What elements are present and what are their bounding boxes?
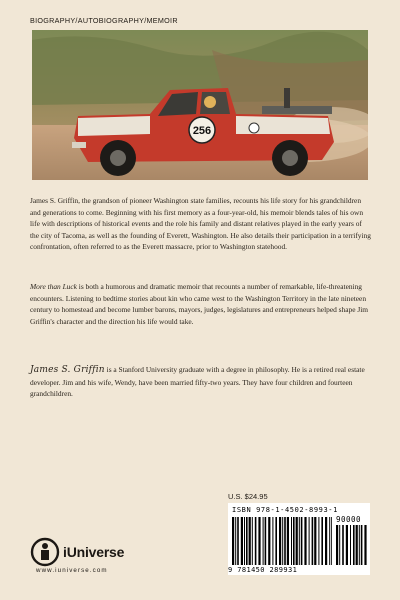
blurb-paragraph-2-text: is both a humorous and dramatic memoir that recounts a number of remarkable, life-threatening encounters. Listening to bedtime stories about kin who came west to the Washington Territory in the late nineteen century to homestead and become lumber barons, mayors, judges, legislatures and entrepreneurs helped shape Jim Griffin's character and the direction his life would take. <box>30 282 369 326</box>
isbn-addon: 90000 <box>336 515 362 524</box>
barcode-bar <box>342 525 344 565</box>
barcode-bar <box>304 517 306 565</box>
barcode-bar <box>272 517 273 565</box>
barcode-bar <box>346 525 348 565</box>
barcode-bar <box>361 525 363 565</box>
barcode-bar <box>241 517 243 565</box>
isbn-label: ISBN 978-1-4502-8993-1 <box>232 506 338 514</box>
publisher-name: iUniverse <box>63 544 125 560</box>
barcode-bar <box>353 525 355 565</box>
barcode-bar <box>318 517 319 565</box>
barcode-bar <box>249 517 251 565</box>
barcode-bar <box>244 517 245 565</box>
author-bio <box>30 364 372 400</box>
barcode-bar <box>252 517 253 565</box>
cover-photo <box>32 30 368 180</box>
barcode-bar <box>325 517 327 565</box>
barcode-bar <box>293 517 295 565</box>
barcode-bar <box>329 517 330 565</box>
barcode-bar <box>301 517 303 565</box>
barcode-bar <box>235 517 236 565</box>
barcode-bar <box>309 517 310 565</box>
blurb-paragraph-2 <box>30 281 372 327</box>
book-title: More than Luck <box>30 282 77 291</box>
barcode-bar <box>312 517 314 565</box>
barcode-bar <box>356 525 358 565</box>
barcode-bar <box>263 517 264 565</box>
barcode-bar <box>296 517 298 565</box>
genre-label: BIOGRAPHY/AUTOBIOGRAPHY/MEMOIR <box>30 16 178 25</box>
barcode-bar <box>279 517 281 565</box>
publisher-logo <box>30 537 124 567</box>
iuniverse-logo-icon <box>30 537 60 567</box>
barcode-bar <box>287 517 289 565</box>
car-number: 256 <box>192 125 212 137</box>
isbn-barcode <box>228 503 370 575</box>
barcode-bar <box>237 517 239 565</box>
addon-barcode-bars <box>336 525 368 565</box>
barcode-digits: 9 781450 289931 <box>228 566 298 574</box>
barcode-bar <box>321 517 323 565</box>
barcode-bar <box>364 525 366 565</box>
barcode-bar <box>275 517 277 565</box>
barcode-bar <box>268 517 270 565</box>
barcode-bar <box>314 517 316 565</box>
author-bio-text: is a Stanford University graduate with a degree in philosophy. He is a retired real estate developer. Jim and his wife, Wendy, have been married fifty-two years. They have four children and fourteen grandchildren. <box>30 365 365 399</box>
publisher-url: www.iuniverse.com <box>36 567 108 574</box>
price: U.S. $24.95 <box>228 492 268 501</box>
barcode-bar <box>359 525 360 565</box>
blurb-paragraph-1: James S. Griffin, the grandson of pioneer Washington state families, recounts his life story for his grandchildren and generations to come. Beginning with his first memory as a four-year-old, his memoir blends tales of his own life with descriptions of historical events and the role his family and distant relatives played in the early years of the city of Tacoma, as well as the founding of Everett, Washington. He also details their participation in a terrifying confrontation, often referred to as the Everett massacre, prior to Washington statehood. <box>30 196 371 252</box>
barcode-bars <box>232 517 332 565</box>
barcode-bar <box>291 517 292 565</box>
barcode-bar <box>299 517 300 565</box>
barcode-bar <box>350 525 351 565</box>
rally-truck-photo <box>32 30 368 180</box>
barcode-bar <box>282 517 283 565</box>
barcode-bar <box>284 517 286 565</box>
barcode-bar <box>255 517 257 565</box>
barcode-bar <box>339 525 340 565</box>
barcode-bar <box>258 517 260 565</box>
barcode-bar <box>331 517 332 565</box>
author-name: James S. Griffin <box>30 365 105 375</box>
barcode-bar <box>232 517 234 565</box>
barcode-bar <box>265 517 267 565</box>
barcode-bar <box>336 525 338 565</box>
barcode-bar <box>246 517 248 565</box>
